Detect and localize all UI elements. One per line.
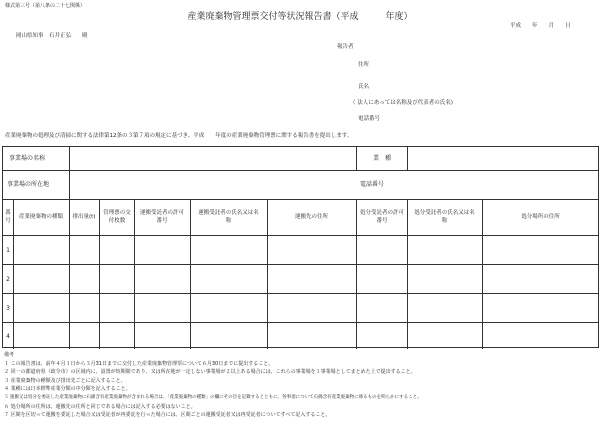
- note-item: ７ 区間を区切って運搬を委託した場合又は受託者が再委託を行った場合には、区間ごとの運搬受託者又は再受託者についてすべて記入すること。: [4, 412, 331, 419]
- date-line: 平成 年 月 日: [510, 23, 571, 29]
- row-number: 3: [6, 305, 10, 312]
- reporter-address-label: 住所: [358, 62, 370, 68]
- row-number: 4: [6, 333, 10, 340]
- table-vline: [190, 199, 191, 349]
- col-header-number: 番号: [5, 210, 11, 224]
- table-vline: [407, 199, 408, 349]
- row-number: 2: [6, 276, 10, 283]
- reporter-label: 報告者: [337, 44, 354, 50]
- notes-heading: 備考: [4, 352, 15, 358]
- table-vline: [13, 199, 14, 349]
- note-item: ２ 同一の都道府県（政令市）の区域内に、設置が短期間であり、又は所在地が一定しない事業場が２以上ある場合には、これらの事業場を１事業場としてまとめた上で提出すること。: [4, 369, 416, 376]
- declaration-text: 産業廃棄物の処理及び清掃に関する法律第12条の３第７項の規定に基づき、平成 年度の産業廃棄物管理票に関する報告書を提出します。: [5, 133, 353, 139]
- col-header-transport-name: 運搬受託者の氏名又は名称: [198, 210, 259, 224]
- note-item: １ この報告書は、前年４月１日から３月31日までに交付した産業廃棄物管理票について６月30日までに提出すること。: [4, 360, 274, 367]
- table-hline: [3, 322, 598, 323]
- table-vline: [99, 199, 100, 349]
- table-vline: [356, 147, 357, 170]
- col-header-disposal-name: 処分受託者の氏名又は名称: [414, 210, 475, 224]
- row-number: 1: [6, 247, 10, 254]
- form-number: 様式第三号（第八条の二十七関係）: [5, 3, 86, 9]
- site-address-label: 事業場の所在地: [7, 181, 50, 188]
- note-item: ６ 処分場所の住所は、運搬先の住所と同じである場合には記入する必要はないこと。: [4, 403, 196, 410]
- col-header-waste-type: 産業廃棄物の種類: [18, 213, 63, 220]
- reporter-tel-label: 電話番号: [358, 116, 381, 122]
- col-header-destination: 運搬先の住所: [294, 213, 328, 220]
- table-vline: [407, 147, 408, 170]
- note-item: ３ 産業廃棄物の種類及び排出先ごとに記入すること。: [4, 377, 126, 384]
- col-header-manifest-count: 管理票の交付枚数: [103, 210, 131, 224]
- site-name-label: 事業場の名称: [9, 155, 46, 162]
- table-vline: [69, 147, 70, 199]
- page-title: 産業廃棄物管理票交付等状況報告書（平成 年度）: [187, 12, 413, 22]
- table-vline: [356, 199, 357, 349]
- col-header-disposal-place: 処分場所の住所: [521, 213, 560, 220]
- table-hline: [3, 293, 598, 294]
- table-vline: [134, 199, 135, 349]
- report-table: [2, 146, 599, 348]
- table-hline: [3, 264, 598, 265]
- industry-label: 業 種: [373, 155, 392, 162]
- col-header-transport-permit: 運搬受託者の許可番号: [139, 210, 184, 224]
- reporter-name-label: 氏名: [358, 84, 370, 90]
- notes-section: [4, 351, 422, 420]
- table-hline: [3, 170, 598, 171]
- col-header-emission: 排出量(t): [72, 213, 96, 220]
- note-item: ４ 業種には日本標準産業分類の中分類を記入すること。: [4, 386, 131, 393]
- addressee: 岡山県知事 石井正弘 殿: [16, 33, 88, 39]
- site-tel-label: 電話番号: [360, 181, 385, 188]
- note-item: ５ 運搬又は処分を委託した産業廃棄物に石綿含有産業廃棄物が含まれる場合は、「産業廃棄物の種類」の欄にその旨を記載するとともに、各事項について石綿含有産業廃棄物に係るものを明らかにすること。: [4, 394, 422, 400]
- table-hline: [3, 235, 598, 236]
- reporter-name-note: （ 法人にあっては名称及び代表者の氏名): [350, 100, 453, 106]
- col-header-disposal-permit: 処分受託者の許可番号: [360, 210, 405, 224]
